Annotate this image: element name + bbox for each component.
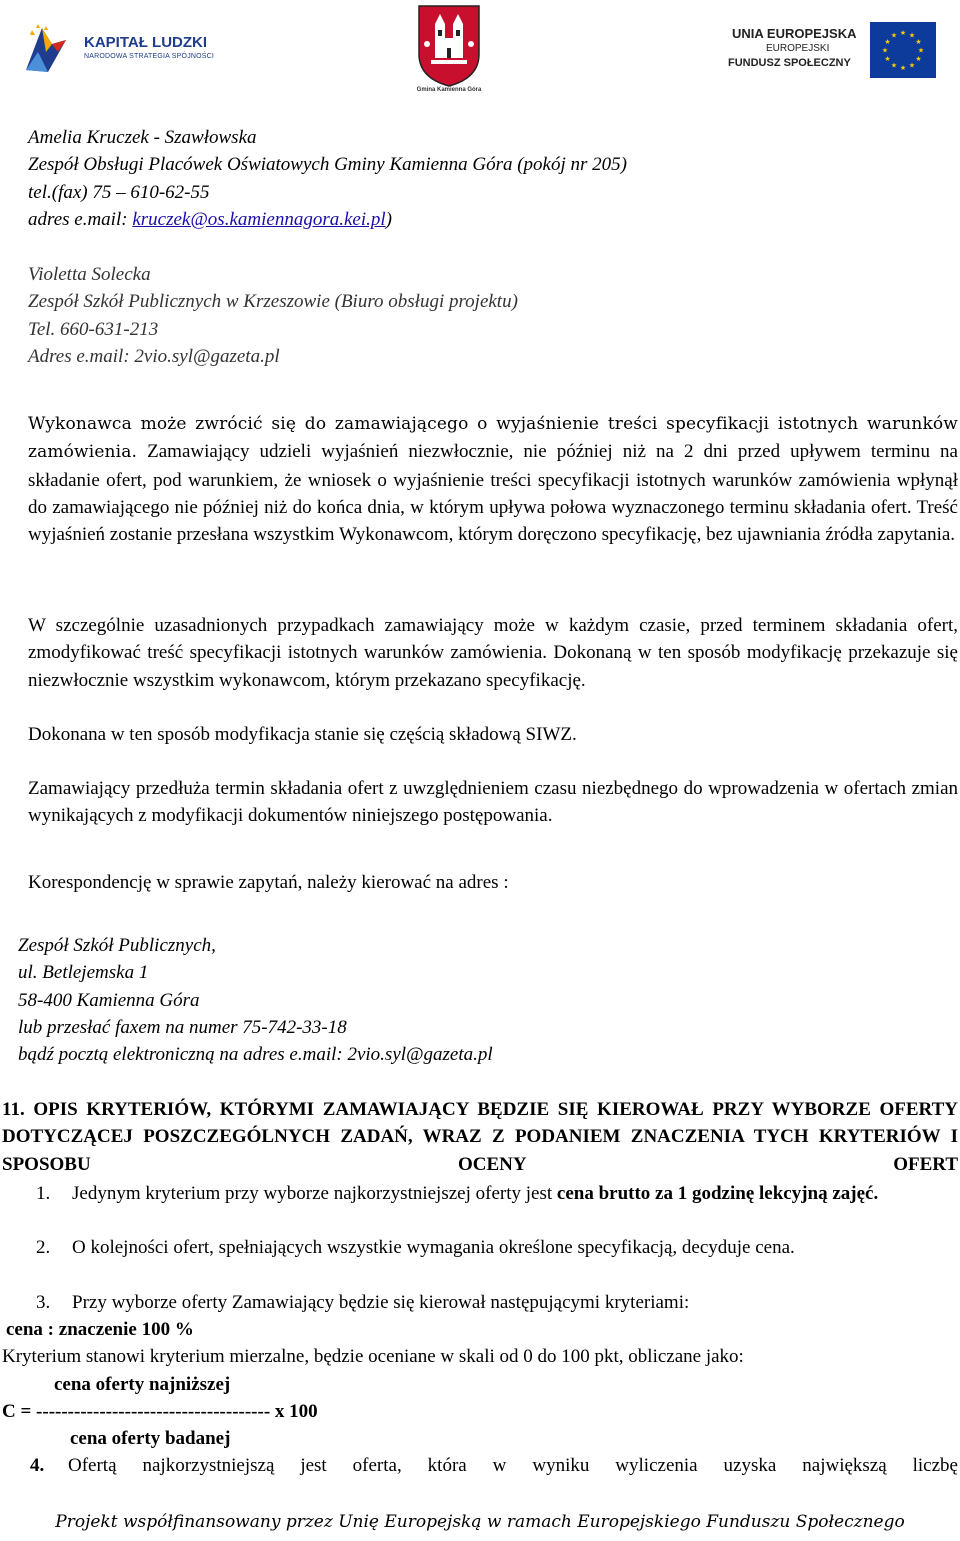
formula-denominator: cena oferty badanej bbox=[70, 1428, 231, 1449]
contact1-name: Amelia Kruczek - Szawłowska bbox=[28, 127, 257, 148]
formula-numerator: cena oferty najniższej bbox=[54, 1374, 231, 1395]
svg-text:★: ★ bbox=[890, 31, 898, 40]
address-line-5: bądź pocztą elektroniczną na adres e.mail: 2vio.syl@gazeta.pl bbox=[18, 1044, 493, 1066]
contact2-phone: Tel. 660-631-213 bbox=[28, 318, 159, 340]
page-footer: Projekt współfinansowany przez Unię Europejską w ramach Europejskiego Funduszu Społecznego bbox=[55, 1512, 905, 1532]
svg-text:★: ★ bbox=[915, 55, 922, 63]
address-line-4: lub przesłać faxem na numer 75-742-33-18 bbox=[18, 1016, 347, 1038]
criteria-item-2: O kolejności ofert, spełniających wszystkie wymagania określone specyfikacją, decyduje cena. bbox=[72, 1237, 795, 1258]
eu-logo-line3: FUNDUSZ SPOŁECZNY bbox=[728, 57, 851, 69]
svg-text:★: ★ bbox=[890, 61, 898, 70]
svg-text:★: ★ bbox=[899, 29, 907, 37]
contact1-email-link[interactable]: kruczek@os.kamiennagora.kei.pl bbox=[132, 208, 386, 230]
criteria-item-4: Ofertą najkorzystniejszą jest oferta, która w wyniku wyliczenia uzyska największą liczbę bbox=[68, 1455, 958, 1476]
criteria-measure: Kryterium stanowi kryterium mierzalne, będzie oceniane w skali od 0 do 100 pkt, obliczane jako: bbox=[2, 1346, 744, 1367]
criteria-item-1-text: Jedynym kryterium przy wyborze najkorzystniejszej oferty jest bbox=[72, 1183, 557, 1204]
crest-caption: Gmina Kamienna Góra bbox=[416, 87, 482, 93]
kapital-ludzki-logo bbox=[22, 20, 215, 78]
svg-text:★: ★ bbox=[915, 38, 922, 46]
eu-logo-line1: UNIA EUROPEJSKA bbox=[732, 26, 857, 41]
svg-text:★: ★ bbox=[908, 31, 916, 40]
paragraph-extension: Zamawiający przedłuża termin składania ofert z uwzględnieniem czasu niezbędnego do wprowadzenia w ofertach zmian wynikających z modyfikacji dokumentów niniejszego postępowania. bbox=[28, 778, 958, 827]
criteria-heading: 11. OPIS KRYTERIÓW, KTÓRYMI ZAMAWIAJĄCY BĘDZIE SIĘ KIEROWAŁ PRZY WYBORZE OFERTY DOTYCZĄCEJ POSZCZEGÓLNYCH ZADAŃ, WRAZ Z PODANIEM ZNACZENIA TYCH KRYTERIÓW I SPOSOBU OCENY OFERT bbox=[2, 1099, 958, 1175]
contact2-org: Zespół Szkół Publicznych w Krzeszowie (Biuro obsługi projektu) bbox=[28, 291, 518, 313]
svg-text:★: ★ bbox=[908, 61, 916, 70]
kl-logo-title: KAPITAŁ LUDZKI bbox=[84, 34, 208, 51]
page-header bbox=[0, 0, 960, 100]
crest-shield-icon bbox=[411, 4, 487, 88]
formula-line: C = ------------------------------------- x 100 bbox=[2, 1401, 318, 1422]
contact2-email: Adres e.mail: 2vio.syl@gazeta.pl bbox=[28, 345, 280, 367]
svg-text:★: ★ bbox=[884, 38, 891, 46]
criteria-item-4-number: 4. bbox=[30, 1455, 45, 1476]
svg-text:★: ★ bbox=[881, 46, 889, 55]
paragraph-clarifications-body: Zamawiający udzieli wyjaśnień niezwłocznie, nie później niż na 2 dni przed upływem terminu na składanie ofert, pod warunkiem, że wniosek o wyjaśnienie treści specyfikacji istotnych warunków zamówienia wpłynął do zamawiającego nie później niż do końca dnia, w którym upływa połowa wyznaczonego terminu składania ofert. Treść wyjaśnień zostanie przesłana wszystkim Wykonawcom, którym doręczono specyfikację, bez ujawniania źródła zapytania. bbox=[28, 441, 958, 546]
contact-block-2 bbox=[28, 261, 958, 370]
criteria-item-1-number: 1. bbox=[36, 1183, 51, 1204]
address-line-2: ul. Betlejemska 1 bbox=[18, 962, 149, 984]
kl-logo-subtitle: NARODOWA STRATEGIA SPÓJNOŚCI bbox=[84, 53, 215, 60]
contact2-name: Violetta Solecka bbox=[28, 264, 151, 285]
paragraph-clarifications-lead: Wykonawca może zwrócić się do zamawiającego o wyjaśnienie treści specyfikacji istotnych warunków zamówienia. bbox=[28, 414, 958, 463]
contact1-email-line bbox=[28, 206, 958, 233]
gmina-crest-logo bbox=[411, 4, 487, 96]
contact1-phone: tel.(fax) 75 – 610-62-55 bbox=[28, 181, 210, 203]
eu-logo bbox=[728, 22, 940, 82]
contact-block-1 bbox=[28, 124, 958, 233]
criteria-item-3: Przy wyborze oferty Zamawiający będzie się kierował następującymi kryteriami: bbox=[72, 1292, 690, 1313]
svg-text:★: ★ bbox=[884, 55, 891, 63]
eu-logo-line2: EUROPEJSKI bbox=[766, 43, 830, 54]
paragraph-modification: W szczególnie uzasadnionych przypadkach zamawiający może w każdym czasie, przed terminem składania ofert, zmodyfikować treść specyfikacji istotnych warunków zamówienia. Dokonaną w ten sposób modyfikację przekazuje się niezwłocznie wszystkim wykonawcom, którym przekazano specyfikację. bbox=[28, 615, 958, 691]
contact1-email-suffix: ) bbox=[385, 208, 392, 230]
kapital-ludzki-mark-icon bbox=[22, 22, 70, 74]
paragraph-clarifications bbox=[28, 410, 958, 548]
paragraph-correspondence: Korespondencję w sprawie zapytań, należy kierować na adres : bbox=[28, 872, 509, 893]
contact1-org: Zespół Obsługi Placówek Oświatowych Gminy Kamienna Góra (pokój nr 205) bbox=[28, 154, 627, 176]
svg-text:★: ★ bbox=[917, 46, 925, 55]
contact1-email-prefix: adres e.mail: bbox=[28, 208, 133, 230]
criteria-item-2-number: 2. bbox=[36, 1237, 51, 1258]
address-line-3: 58-400 Kamienna Góra bbox=[18, 989, 200, 1011]
criteria-item-1-bold: cena brutto za 1 godzinę lekcyjną zajęć. bbox=[556, 1183, 879, 1204]
criteria-weight: cena : znaczenie 100 % bbox=[6, 1319, 194, 1340]
eu-flag-icon bbox=[870, 22, 936, 78]
svg-text:★: ★ bbox=[899, 64, 907, 72]
paragraph-siwz: Dokonana w ten sposób modyfikacja stanie się częścią składową SIWZ. bbox=[28, 724, 577, 745]
criteria-item-1 bbox=[72, 1180, 958, 1207]
correspondence-address bbox=[18, 932, 948, 1068]
criteria-item-3-number: 3. bbox=[36, 1292, 51, 1313]
address-line-1: Zespół Szkół Publicznych, bbox=[18, 935, 216, 956]
